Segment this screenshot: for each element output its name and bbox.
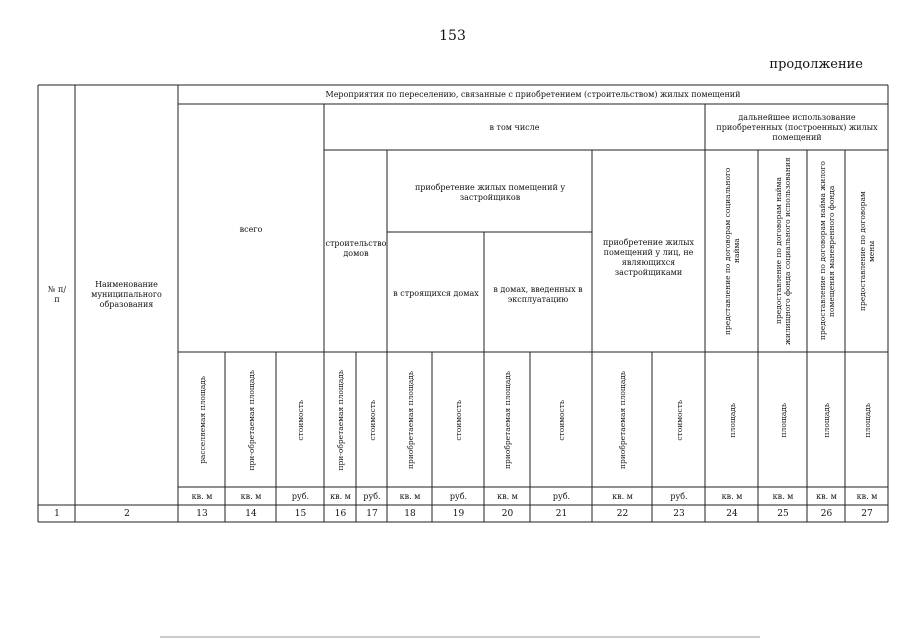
unit-cell: кв. м (330, 491, 351, 501)
subheader-cost: стоимость (296, 399, 305, 441)
column-number: 20 (501, 509, 514, 519)
column-number: 14 (245, 509, 257, 519)
subheader-cost: стоимость (674, 399, 684, 441)
unit-cell: руб. (363, 491, 381, 501)
exchange-header: предоставление по договорам мены (858, 191, 876, 311)
unit-cell: кв. м (721, 491, 743, 501)
unit-cell: кв. м (772, 491, 794, 501)
including-header: в том числе (489, 123, 540, 132)
column-number: 24 (726, 509, 738, 519)
unit-cell: руб. (552, 491, 571, 501)
under-construction-header: в строящихся домах (393, 289, 479, 298)
subheader-resettled-area: расселяемая площадь (197, 376, 207, 464)
column-number: 1 (54, 509, 60, 519)
col-name-header: Наименование муниципального образования (91, 280, 162, 309)
subheader-area: площадь (862, 402, 872, 438)
column-number: 21 (555, 509, 568, 519)
total-header: всего (239, 225, 263, 234)
column-number: 15 (294, 509, 307, 519)
column-number: 17 (366, 509, 378, 519)
column-number: 16 (334, 509, 347, 519)
column-number: 27 (861, 509, 873, 519)
column-number: 25 (777, 509, 789, 519)
maneuver-fund-header: предоставление по договорам найма жилого помещения маневренного фонда (817, 161, 836, 341)
column-number: 22 (616, 509, 629, 519)
commissioned-header: в домах, введенных в эксплуатацию (493, 285, 583, 304)
subheader-cost: стоимость (367, 399, 377, 441)
column-number: 23 (673, 509, 685, 519)
unit-cell: кв. м (856, 491, 878, 501)
unit-cell: кв. м (816, 491, 837, 501)
subheader-cost: стоимость (454, 399, 463, 441)
subheader-acquired-area: приобретаемая площадь (503, 371, 512, 469)
column-number: 2 (124, 509, 130, 519)
column-number: 18 (404, 509, 416, 519)
subheader-cost: стоимость (557, 399, 566, 441)
social-use-header: предоставление по договорам найма жилищного фонда социального использования (774, 157, 792, 345)
subheader-area: площадь (822, 402, 831, 438)
construction-header: строительство домов (325, 239, 387, 258)
subheader-area: площадь (727, 402, 737, 438)
page-number: 153 (439, 28, 466, 44)
subheader-acquired-area: при-обретаемая площадь (336, 369, 345, 471)
unit-cell: кв. м (399, 491, 421, 501)
social-lease-header: представление по договорам социального найма (723, 167, 741, 335)
acquisition-nondevelopers-header: приобретение жилых помещений у лиц, не являющихся застройщиками (602, 237, 695, 277)
column-number: 19 (452, 509, 465, 519)
col-number-header: № п/п (47, 285, 67, 304)
subheader-acquired-area: приобретаемая площадь (618, 371, 627, 469)
unit-cell: кв. м (612, 491, 633, 501)
unit-cell: кв. м (191, 491, 213, 501)
column-number: 13 (196, 509, 208, 519)
subheader-acquired-area: приобретаемая площадь (405, 371, 415, 469)
acquisition-developers-header: приобретение жилых помещений у застройщиков (414, 183, 566, 202)
further-use-header: дальнейшее использование приобретенных (построенных) жилых помещений (716, 112, 878, 142)
unit-cell: руб. (449, 491, 468, 501)
unit-cell: кв. м (240, 491, 262, 501)
unit-cell: кв. м (497, 491, 518, 501)
column-number: 26 (820, 509, 833, 519)
main-title: Мероприятия по переселению, связанные с приобретением (строительством) жилых помещений (325, 89, 741, 99)
unit-cell: руб. (670, 491, 688, 501)
unit-cell: руб. (291, 491, 310, 501)
subheader-area: площадь (778, 402, 788, 438)
continuation-label: продолжение (769, 57, 863, 72)
subheader-acquired-area: при-обретаемая площадь (246, 369, 256, 471)
